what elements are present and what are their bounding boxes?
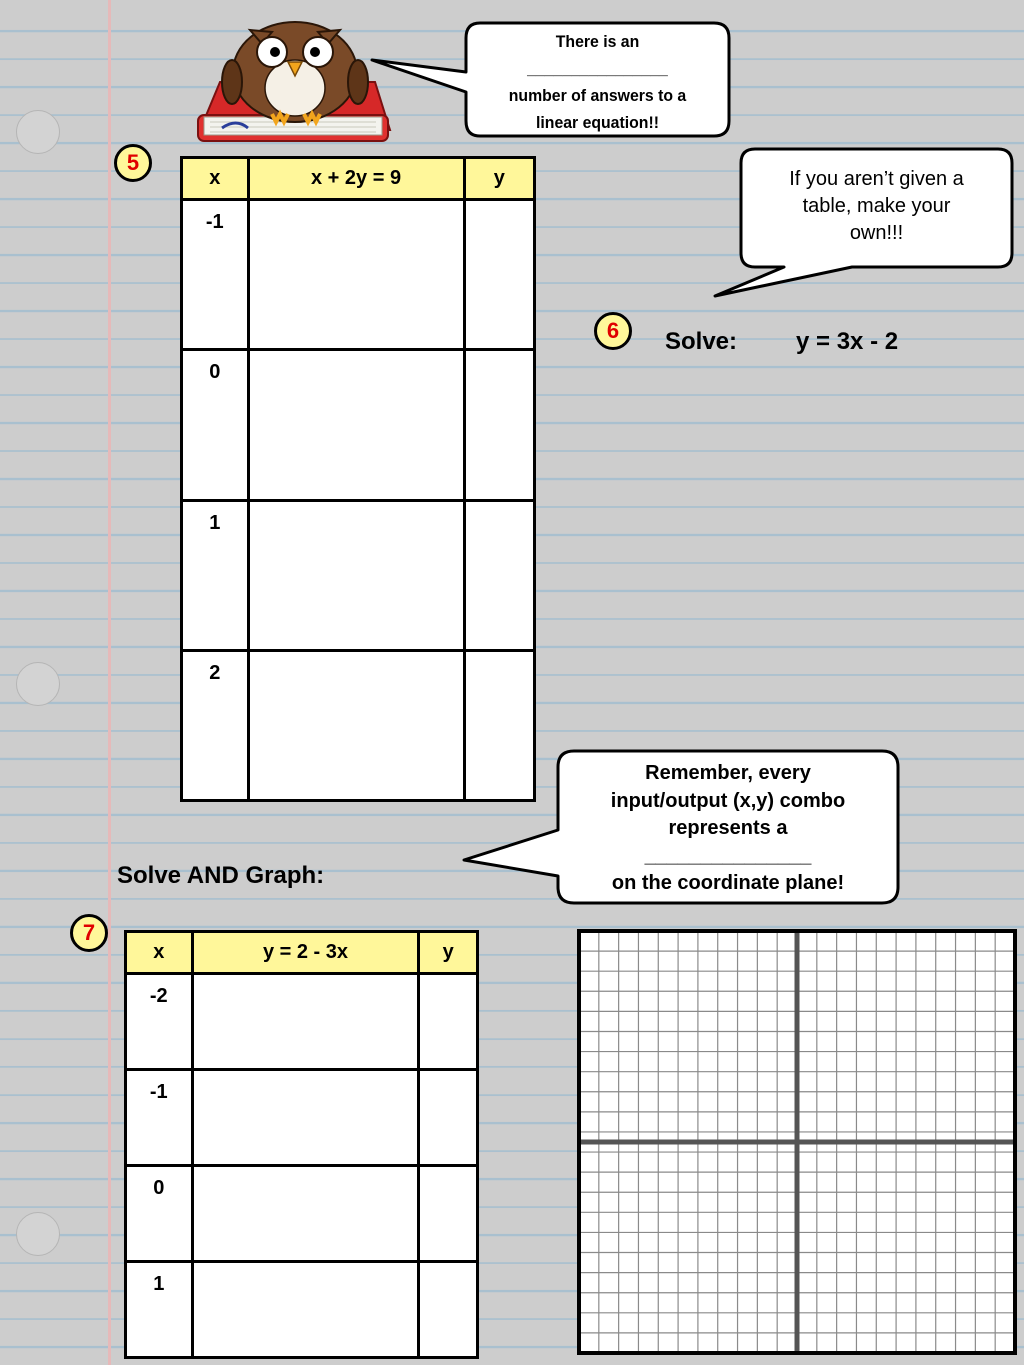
- solve-and-graph-heading: Solve AND Graph:: [117, 862, 325, 889]
- problem-6-solve-label: Solve:: [665, 328, 738, 355]
- binder-hole: [16, 662, 60, 706]
- table-row: [182, 500, 535, 650]
- coordinate-plane[interactable]: [576, 928, 1018, 1356]
- table-tip-line2: table, make your: [802, 195, 951, 217]
- table-row: [126, 1262, 478, 1358]
- work-cell[interactable]: [248, 650, 464, 800]
- column-header-y: y: [464, 158, 534, 200]
- problem-6-number-badge: 6: [594, 312, 632, 350]
- x-value: 0: [209, 361, 221, 384]
- binder-hole: [16, 110, 60, 154]
- problem-7-number-badge: 7: [70, 914, 108, 952]
- remember-line3: represents a: [668, 817, 788, 839]
- table-row: [126, 974, 478, 1070]
- owl-bubble-line1: There is an: [555, 32, 640, 51]
- y-answer-cell[interactable]: [419, 1166, 478, 1262]
- column-header-equation: x + 2y = 9: [248, 158, 464, 200]
- column-header-y: y: [419, 932, 478, 974]
- owl-bubble-line3: linear equation!!: [536, 113, 659, 132]
- y-answer-cell[interactable]: [464, 650, 534, 800]
- work-cell[interactable]: [192, 1166, 419, 1262]
- owl-bubble-line2: number of answers to a: [508, 86, 687, 105]
- owl-bubble-blank: ________________: [527, 59, 668, 78]
- x-value: -1: [205, 211, 224, 234]
- table-row: [126, 1166, 478, 1262]
- work-cell[interactable]: [192, 1070, 419, 1166]
- x-value: -2: [149, 985, 168, 1007]
- problem-7-table: [124, 930, 479, 1359]
- margin-line: [108, 0, 111, 1365]
- x-value: 1: [153, 1273, 165, 1295]
- work-cell[interactable]: [248, 200, 464, 350]
- table-tip-line3: own!!!: [849, 222, 904, 244]
- table-row: [182, 650, 535, 800]
- work-cell[interactable]: [192, 1262, 419, 1358]
- x-value: -1: [149, 1081, 168, 1103]
- x-value: 1: [209, 511, 221, 534]
- work-cell[interactable]: [192, 974, 419, 1070]
- column-header-equation: y = 2 - 3x: [192, 932, 419, 974]
- problem-5-table: [180, 156, 536, 802]
- y-answer-cell[interactable]: [464, 500, 534, 650]
- column-header-x: x: [182, 158, 249, 200]
- owl-speech-bubble: [370, 20, 732, 138]
- column-header-x: x: [126, 932, 193, 974]
- table-tip-line1: If you aren’t given a: [789, 168, 964, 190]
- y-answer-cell[interactable]: [464, 350, 534, 500]
- work-cell[interactable]: [248, 500, 464, 650]
- x-value: 2: [209, 661, 221, 684]
- remember-blank: _______________: [644, 844, 812, 867]
- work-cell[interactable]: [248, 350, 464, 500]
- y-answer-cell[interactable]: [419, 1262, 478, 1358]
- y-answer-cell[interactable]: [464, 200, 534, 350]
- problem-6-equation: y = 3x - 2: [796, 328, 899, 355]
- table-tip-bubble: [712, 146, 1016, 298]
- y-answer-cell[interactable]: [419, 974, 478, 1070]
- problem-5-number-badge: 5: [114, 144, 152, 182]
- binder-hole: [16, 1212, 60, 1256]
- remember-line2: input/output (x,y) combo: [610, 789, 846, 812]
- remember-line4: on the coordinate plane!: [611, 872, 845, 894]
- table-row: [182, 200, 535, 350]
- remember-line1: Remember, every: [645, 762, 811, 784]
- x-value: 0: [153, 1177, 165, 1199]
- table-row: [182, 350, 535, 500]
- table-row: [126, 1070, 478, 1166]
- y-answer-cell[interactable]: [419, 1070, 478, 1166]
